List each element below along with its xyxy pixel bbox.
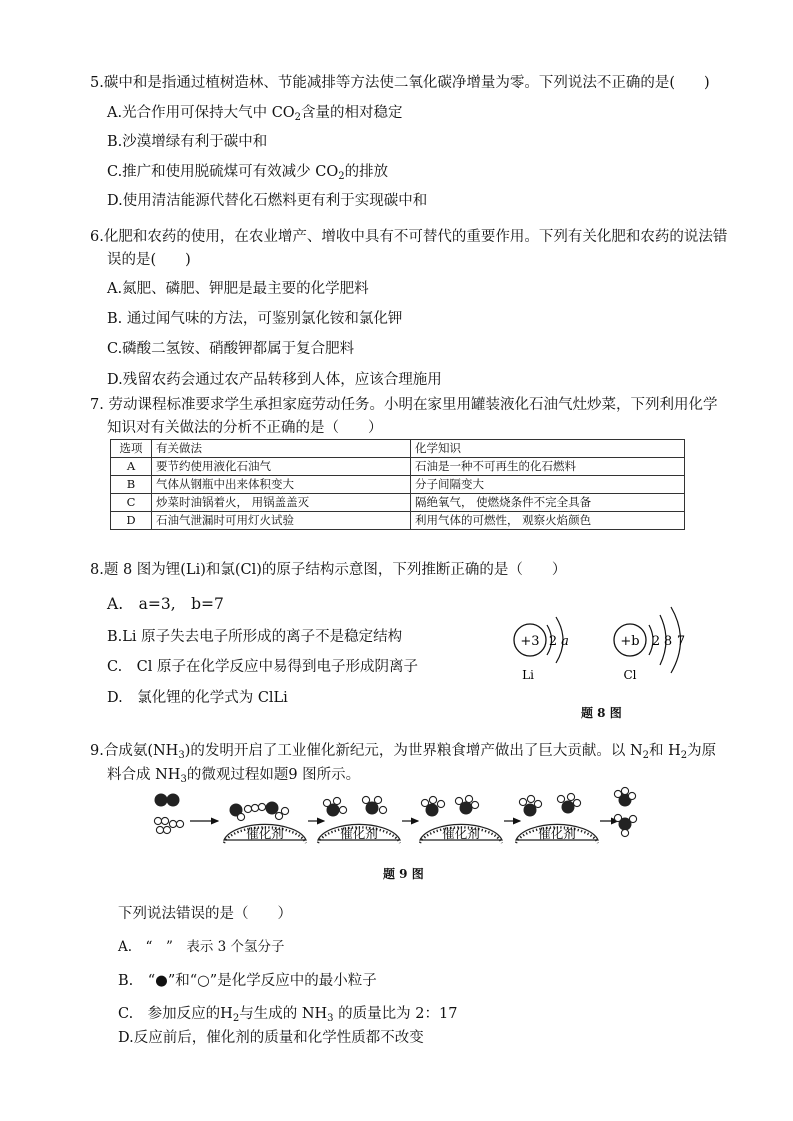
q9-option-b: B. “●”和“○”是化学反应中的最小粒子 [118,973,377,989]
q6-option-c: C.磷酸二氢铵、硝酸钾都属于复合肥料 [107,341,355,357]
product-molecules [614,787,636,836]
table-cell: 分子间隔变大 [411,476,685,494]
q8-stem: 8.题 8 图为锂(Li)和氯(Cl)的原子结构示意图，下列推断正确的是（ ） [90,562,567,578]
q5-option-a: A.光合作用可保持大气中 $CO_2$含量的相对稳定 [107,105,403,123]
reactant-molecules [154,794,183,834]
q8-option-a: A. a=3, b=7 [107,595,224,613]
table-cell: B [111,476,152,494]
li-shell2-electrons: a [561,634,569,649]
q5-option-d: D.使用清洁能源代替化石燃料更有利于实现碳中和 [107,193,428,209]
table-row [111,512,685,530]
cl-shell1-electrons: 2 [651,634,661,649]
q9-option-c: C. 参加反应的$H_2$与生成的 $NH_3$ 的质量比为 2：17 [118,1006,458,1024]
table-cell: 利用气体的可燃性， 观察火焰颜色 [411,512,685,530]
table-cell: 气体从钢瓶中出来体积变大 [152,476,411,494]
n2-atom [155,794,168,807]
catalyst-stage-1 [224,802,306,844]
li-shell1-electrons: 2 [548,634,558,649]
q8-option-b: B.Li 原子失去电子所形成的离子不是稳定结构 [107,629,403,645]
q9-reaction-diagram [140,788,650,848]
li-label: Li [522,668,534,682]
cl-label: Cl [623,668,637,682]
table-header: 选项 [111,440,152,458]
q8-atom-diagram [500,595,700,685]
q9-stem-line1: 9.合成氨$(NH_3)$的发明开启了工业催化新纪元，为世界粮食增产做出了巨大贡献。以 $N_2$和 $H_2$为原 [90,743,717,761]
q5-option-b: B.沙漠增绿有利于碳中和 [107,134,268,150]
table-cell: D [111,512,152,530]
q8-figure-caption: 题 8 图 [581,706,622,720]
catalyst-label: 催化剂 [442,826,480,841]
table-cell: 炒菜时油锅着火， 用锅盖盖灭 [152,494,411,512]
q9-stem-line2: 料合成 $NH_3$的微观过程如题9 图所示。 [107,767,361,785]
q9-option-d: D.反应前后，催化剂的质量和化学性质都不改变 [118,1030,424,1046]
li-atom-structure [514,617,569,682]
q5-stem: 5.碳中和是指通过植树造林、节能减排等方法使二氧化碳净增量为零。下列说法不正确的是( ) [90,75,710,91]
table-header-row [111,440,685,458]
table-row [111,494,685,512]
table-cell: 要节约使用液化石油气 [152,458,411,476]
q7-table [110,439,685,530]
table-header: 化学知识 [411,440,685,458]
table-cell: C [111,494,152,512]
q6-option-d: D.残留农药会通过农产品转移到人体，应该合理施用 [107,372,442,388]
q9-option-a: A. “ ” 表示 3 个氢分子 [118,939,285,955]
table-row [111,458,685,476]
table-cell: 隔绝氧气， 使燃烧条件不完全具备 [411,494,685,512]
catalyst-stage-3 [420,795,502,843]
q9-figure-caption: 题 9 图 [383,867,424,881]
q7-stem-line2: 知识对有关做法的分析不正确的是（ ） [107,420,383,436]
catalyst-label: 催化剂 [340,826,378,841]
li-nucleus-charge: +3 [520,634,540,649]
q6-option-b: B. 通过闻气味的方法，可鉴别氯化铵和氯化钾 [107,311,403,327]
cl-nucleus-charge: +b [620,634,640,649]
q7-stem-line1: 7. 劳动课程标准要求学生承担家庭劳动任务。小明在家里用罐装液化石油气灶炒菜，下列利用化学 [90,397,718,413]
catalyst-label: 催化剂 [538,826,576,841]
table-cell: 石油是一种不可再生的化石燃料 [411,458,685,476]
q9-ask: 下列说法错误的是（ ） [118,906,292,922]
cl-shell2-electrons: 8 [663,634,673,649]
q6-option-a: A.氮肥、磷肥、钾肥是最主要的化学肥料 [107,281,369,297]
q5-option-c: C.推广和使用脱硫煤可有效减少 $CO_2$的排放 [107,164,389,182]
q6-stem-line1: 6.化肥和农药的使用，在农业增产、增收中具有不可替代的重要作用。下列有关化肥和农药的说法错 [90,229,728,245]
q6-stem-line2: 误的是( ) [107,252,191,268]
table-cell: 石油气泄漏时可用灯火试验 [152,512,411,530]
catalyst-stage-4 [516,793,598,843]
q8-option-d: D. 氯化锂的化学式为 ClLi [107,690,288,706]
n2-atom [167,794,180,807]
catalyst-label: 催化剂 [246,826,284,841]
table-header: 有关做法 [152,440,411,458]
catalyst-stage-2 [318,796,400,843]
cl-atom-structure [614,607,685,682]
table-row [111,476,685,494]
table-cell: A [111,458,152,476]
cl-shell3-electrons: 7 [676,634,686,649]
q8-option-c: C. Cl 原子在化学反应中易得到电子形成阴离子 [107,659,419,675]
